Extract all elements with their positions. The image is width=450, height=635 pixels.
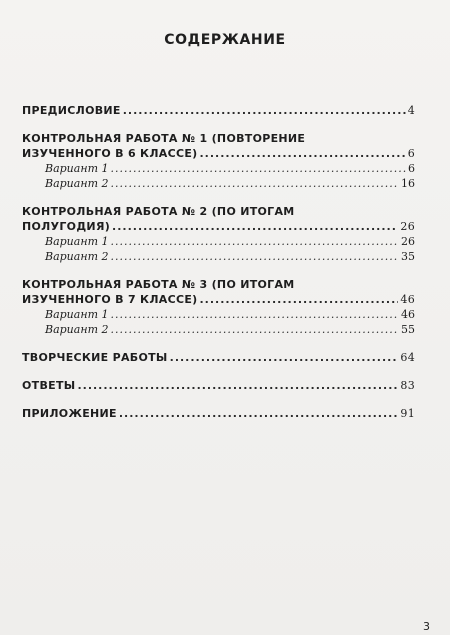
toc-page-number: 26 bbox=[401, 235, 415, 248]
toc-entry-preface bbox=[22, 103, 415, 118]
toc-entry-label: ПРИЛОЖЕНИЕ bbox=[22, 407, 117, 420]
dot-leader bbox=[111, 322, 400, 337]
dot-leader bbox=[111, 307, 400, 322]
dot-leader bbox=[170, 350, 399, 365]
toc-page-number: 6 bbox=[408, 162, 415, 175]
dot-leader bbox=[199, 146, 405, 161]
toc-page-number: 46 bbox=[401, 308, 415, 321]
dot-leader bbox=[119, 406, 399, 421]
toc-page-number: 46 bbox=[400, 293, 415, 306]
dot-leader bbox=[112, 219, 398, 234]
dot-leader bbox=[111, 161, 407, 176]
toc-entry-label-cont: ИЗУЧЕННОГО В 6 КЛАССЕ) bbox=[22, 147, 198, 160]
toc-page-number: 16 bbox=[401, 177, 415, 190]
toc-page-number: 6 bbox=[407, 147, 415, 160]
dot-leader bbox=[111, 249, 400, 264]
toc-entry-label: КОНТРОЛЬНАЯ РАБОТА № 2 (ПО ИТОГАМ bbox=[22, 205, 295, 218]
toc-subentry-label: Вариант 1 bbox=[45, 235, 109, 248]
toc-subentry-label: Вариант 2 bbox=[45, 177, 109, 190]
toc-entry-label-cont: ПОЛУГОДИЯ) bbox=[22, 220, 111, 233]
dot-leader bbox=[199, 292, 398, 307]
toc-entry-creative-works bbox=[22, 350, 415, 365]
page-number: 3 bbox=[423, 620, 430, 633]
toc-entry-label: КОНТРОЛЬНАЯ РАБОТА № 3 (ПО ИТОГАМ bbox=[22, 278, 295, 291]
toc-subentry bbox=[22, 234, 415, 249]
toc-page-number: 91 bbox=[400, 407, 415, 420]
toc-subentry bbox=[22, 322, 415, 337]
toc-entry-appendix bbox=[22, 406, 415, 421]
toc-subentry-label: Вариант 1 bbox=[45, 308, 109, 321]
dot-leader bbox=[111, 234, 400, 249]
table-of-contents bbox=[22, 103, 415, 421]
toc-page-number: 64 bbox=[400, 351, 415, 364]
toc-page-number: 55 bbox=[401, 323, 415, 336]
dot-leader bbox=[111, 176, 400, 191]
toc-entry-label: КОНТРОЛЬНАЯ РАБОТА № 1 (ПОВТОРЕНИЕ bbox=[22, 132, 306, 145]
toc-subentry bbox=[22, 307, 415, 322]
toc-subentry bbox=[22, 249, 415, 264]
toc-entry-label-cont: ИЗУЧЕННОГО В 7 КЛАССЕ) bbox=[22, 293, 198, 306]
toc-entry-answers bbox=[22, 378, 415, 393]
dot-leader bbox=[77, 378, 398, 393]
page-title: СОДЕРЖАНИЕ bbox=[164, 32, 286, 48]
toc-page-number: 35 bbox=[401, 250, 415, 263]
toc-entry-test-1 bbox=[22, 131, 415, 191]
toc-page-number: 26 bbox=[400, 220, 415, 233]
toc-entry-test-2 bbox=[22, 204, 415, 264]
toc-entry-label: ОТВЕТЫ bbox=[22, 379, 76, 392]
toc-entry-label: ПРЕДИСЛОВИЕ bbox=[22, 104, 121, 117]
toc-entry-test-3 bbox=[22, 277, 415, 337]
toc-subentry bbox=[22, 161, 415, 176]
dot-leader bbox=[123, 103, 406, 118]
toc-subentry-label: Вариант 2 bbox=[45, 323, 109, 336]
toc-page-number: 83 bbox=[400, 379, 415, 392]
toc-page-number: 4 bbox=[407, 104, 415, 117]
toc-entry-label: ТВОРЧЕСКИЕ РАБОТЫ bbox=[22, 351, 168, 364]
toc-subentry bbox=[22, 176, 415, 191]
toc-subentry-label: Вариант 2 bbox=[45, 250, 109, 263]
toc-subentry-label: Вариант 1 bbox=[45, 162, 109, 175]
